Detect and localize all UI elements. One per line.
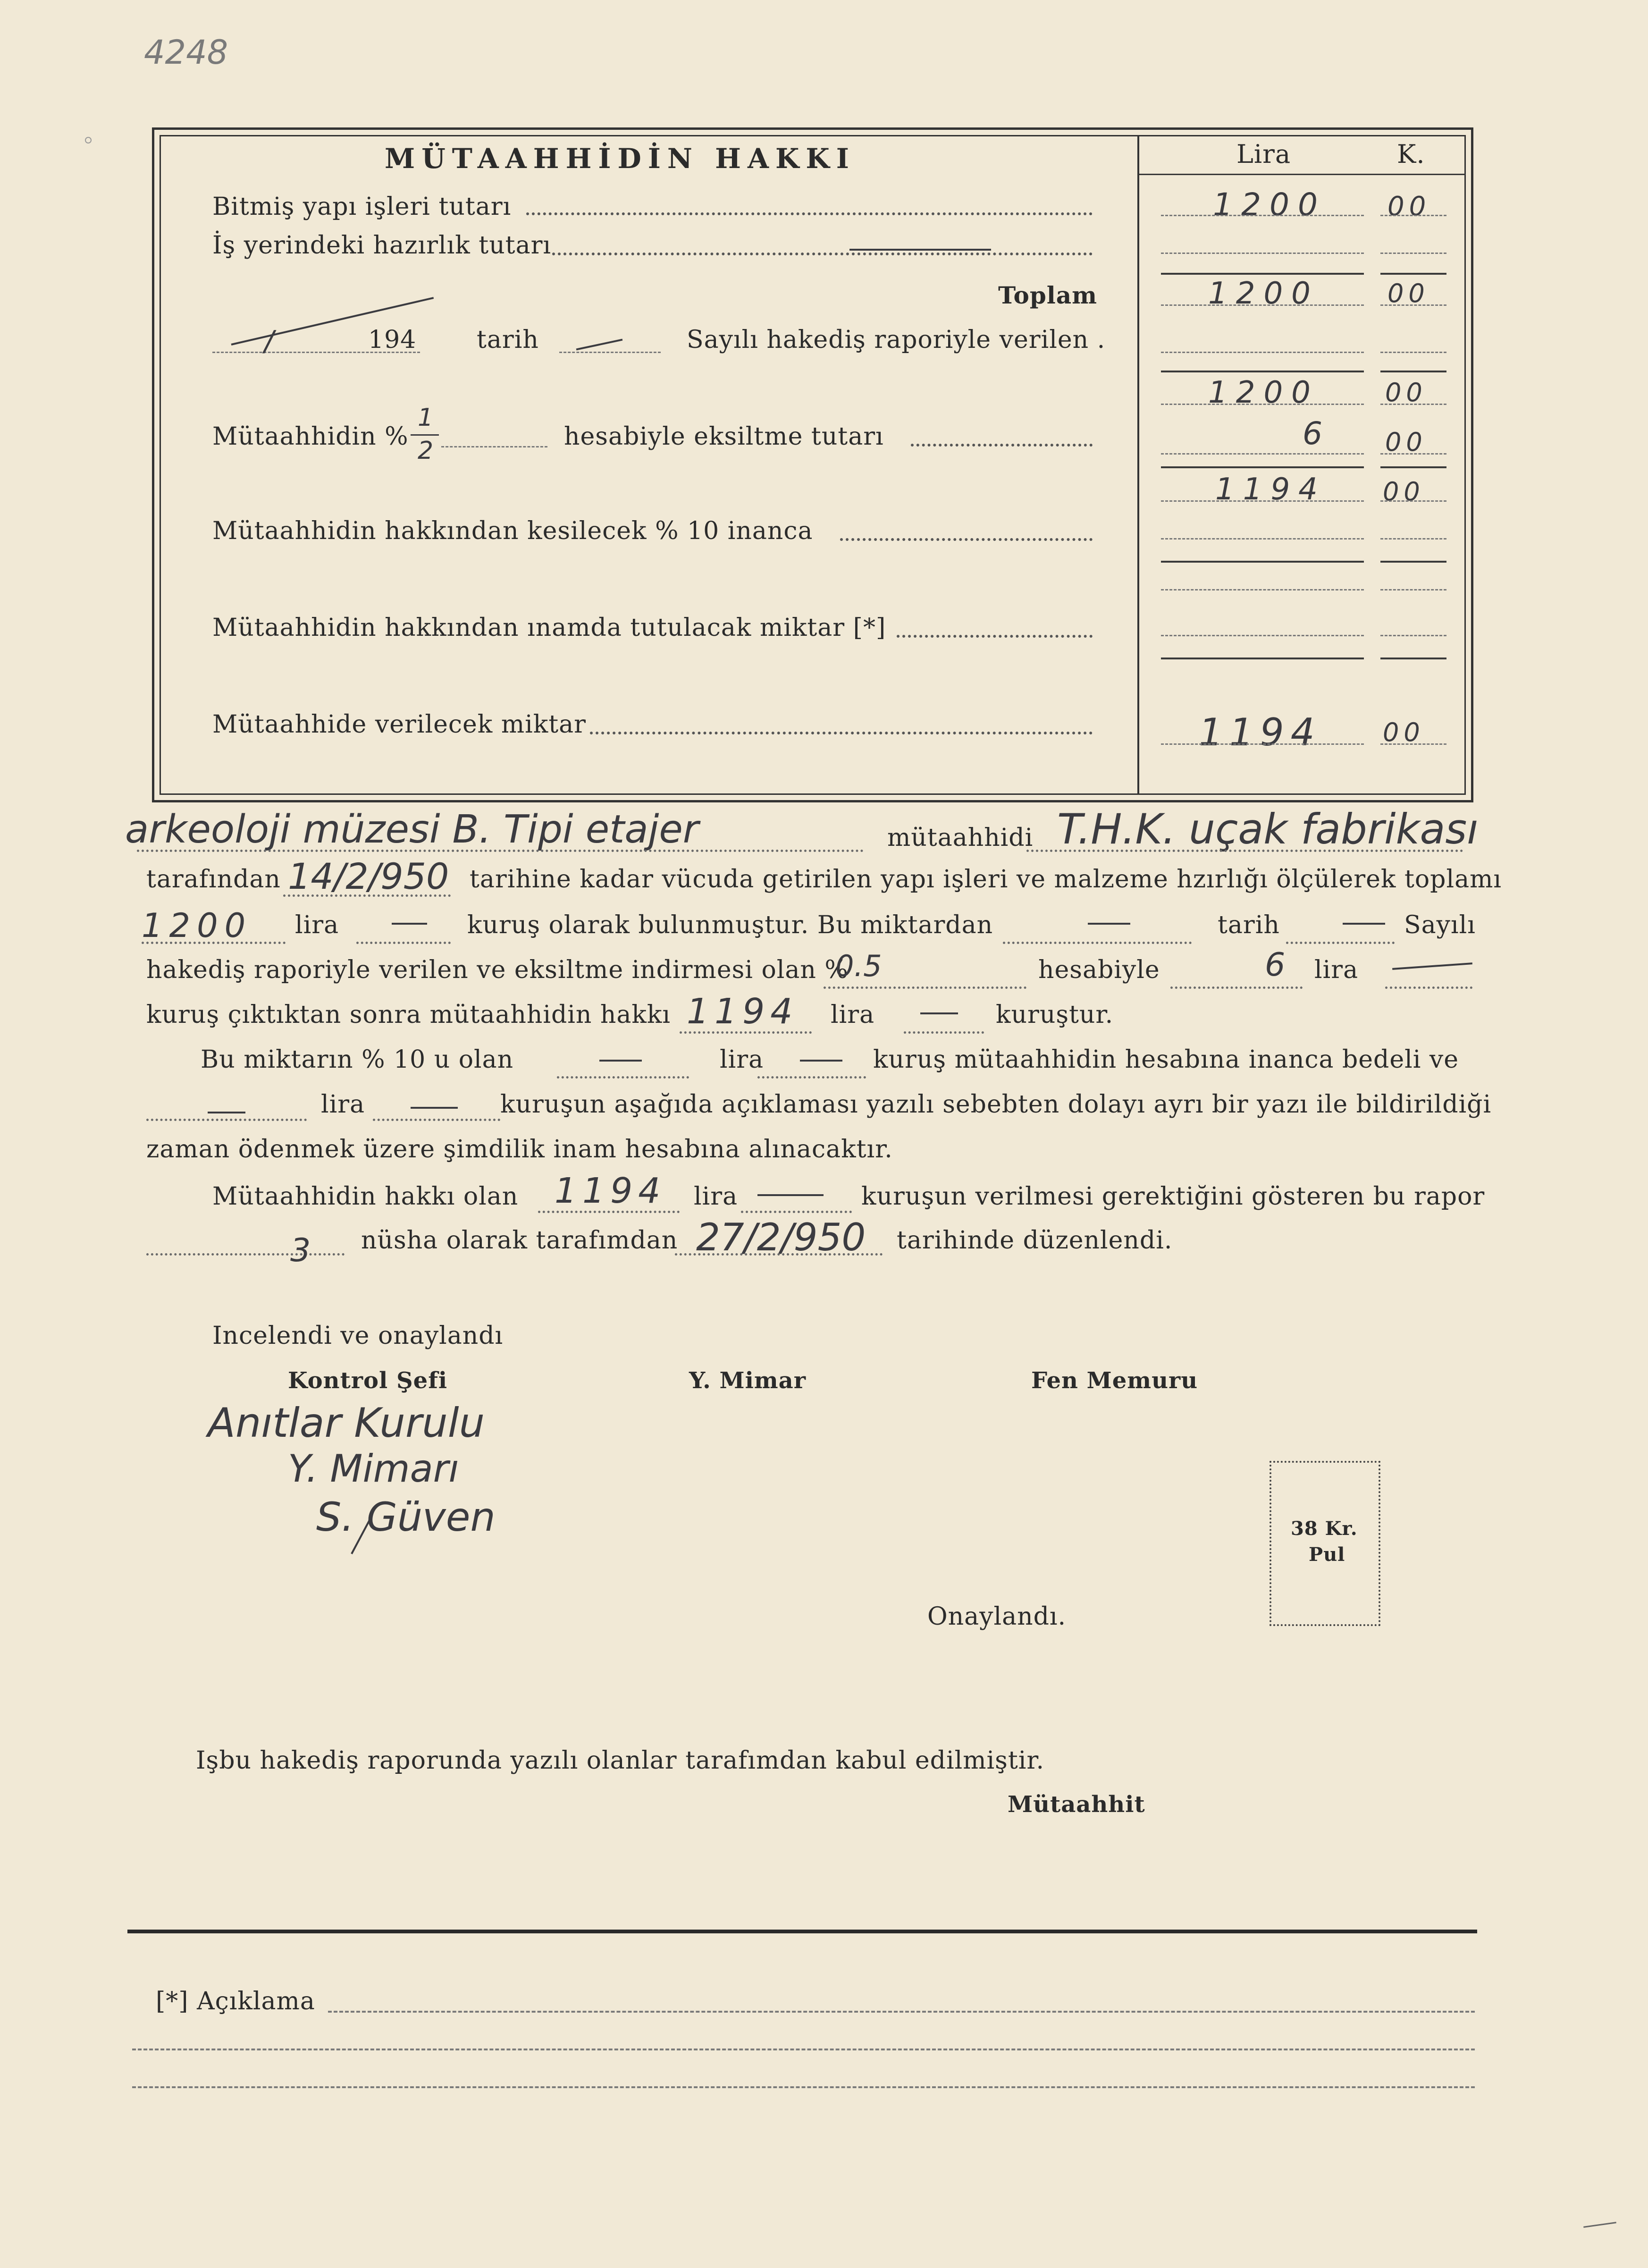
dash-mark: [849, 249, 991, 251]
acceptance-signer: Mütaahhit: [1008, 1791, 1145, 1818]
hw-contractor-name: T.H.K. uçak fabrikası: [1057, 805, 1479, 853]
percent-field-line: [441, 446, 547, 447]
incelendi-text: Incelendi ve onaylandı: [212, 1322, 504, 1350]
field-line: [757, 1076, 866, 1079]
hw-date-2: 27/2/950: [696, 1215, 866, 1259]
field-line: [373, 1119, 500, 1121]
edge-mark: [1583, 2222, 1616, 2228]
row-label-verilecek: Mütaahhide verilecek miktar: [212, 710, 587, 739]
cell-line: [1380, 635, 1446, 636]
row-label-hazirlik: İş yerindeki hazırlık tutarı: [212, 231, 552, 260]
cell-line: [1161, 304, 1364, 306]
dash-mark: [757, 1194, 824, 1196]
line4-hesabiyle: hesabiyle: [1038, 956, 1160, 984]
row-label-bitmis: Bitmiş yapı işleri tutarı: [212, 193, 512, 221]
value-toplam-lira: 1200: [1208, 276, 1319, 311]
leader-dots: [911, 444, 1093, 447]
cell-line: [1380, 589, 1446, 590]
dash-mark: [208, 1112, 245, 1113]
value-eksiltme-k: 00: [1385, 427, 1427, 457]
sum-line: [1380, 658, 1446, 659]
paper-mark: [85, 137, 92, 143]
sum-line: [1380, 561, 1446, 563]
line3-text: kuruş olarak bulunmuştur. Bu miktardan: [467, 911, 993, 939]
dash-mark: [411, 1107, 458, 1109]
field-line: [741, 1211, 852, 1213]
field-line: [675, 1253, 883, 1256]
sum-line: [1380, 466, 1446, 468]
label-mutaahhidi: mütaahhidi: [887, 824, 1034, 852]
eksiltme-percent-num: 1: [418, 404, 434, 432]
leader-dots: [552, 253, 1093, 255]
cell-line: [1161, 538, 1364, 540]
line9-lira: lira: [694, 1182, 738, 1211]
value-kalan-k: 00: [1383, 477, 1425, 506]
dash-mark: [1392, 962, 1472, 970]
leader-dots: [590, 732, 1093, 734]
cell-line: [1380, 743, 1446, 745]
fen-memuru-label: Fen Memuru: [1031, 1367, 1198, 1394]
cell-line: [1161, 500, 1364, 502]
value-bitmis-k: 00: [1387, 191, 1431, 222]
leader-dots: [840, 538, 1093, 541]
line5-kurustur: kuruştur.: [996, 1001, 1114, 1029]
field-line: [824, 986, 1026, 989]
cell-line: [1161, 215, 1364, 216]
field-line: [356, 942, 451, 944]
cell-line: [1161, 635, 1364, 636]
line10-rest: tarihinde düzenlendi.: [897, 1226, 1173, 1255]
hw-work-description: arkeoloji müzesi B. Tipi etajer: [125, 807, 699, 852]
signature-2: Y. Mimarı: [288, 1447, 459, 1491]
body-line-2: tarihine kadar vücuda getirilen yapı işleri ve malzeme hzırlığı ölçülerek toplamı: [470, 865, 1502, 894]
cell-line: [1161, 453, 1364, 455]
value-verilecek-k: 00: [1383, 717, 1425, 747]
hw-1194-b: 1194: [555, 1171, 666, 1211]
line5-lira: lira: [831, 1001, 875, 1029]
stamp-label: Pul: [1309, 1543, 1345, 1566]
onaylandi-text: Onaylandı.: [927, 1602, 1067, 1631]
line7-rest: kuruşun aşağıda açıklaması yazılı sebebten dolayı ayrı bir yazı ile bildirildiği: [500, 1090, 1492, 1119]
line8-text: zaman ödenmek üzere şimdilik inam hesabına alınacaktır.: [146, 1135, 893, 1164]
leader-dots: [526, 212, 1093, 215]
value-bitmis-lira: 1200: [1213, 186, 1326, 223]
value-ara-lira: 1200: [1208, 375, 1319, 410]
label-tarafindan: tarafından: [146, 865, 281, 894]
line4-lira: lira: [1314, 956, 1359, 984]
dash-mark: [1343, 923, 1385, 925]
row-label-inanca: Mütaahhidin hakkından kesilecek % 10 inanca: [212, 517, 813, 545]
cell-line: [1161, 404, 1364, 405]
onceki-label: Sayılı hakediş raporiyle verilen .: [687, 326, 1106, 354]
sum-line: [1161, 273, 1364, 275]
aciklama-line: [132, 2086, 1475, 2088]
field-line: [1003, 942, 1192, 944]
row-label-toplam: Toplam: [998, 281, 1098, 309]
cell-line: [1380, 404, 1446, 405]
line4-text: hakediş raporiyle verilen ve eksiltme indirmesi olan %: [146, 956, 849, 984]
archive-number: 4248: [144, 33, 228, 72]
acceptance-text: Işbu hakediş raporunda yazılı olanlar tarafımdan kabul edilmiştir.: [196, 1746, 1045, 1775]
hw-date-1: 14/2/950: [288, 855, 449, 897]
aciklama-line: [328, 2011, 1475, 2013]
field-line: [538, 1211, 680, 1213]
table-title: MÜTAAHHİDİN HAKKI: [385, 143, 856, 175]
number-field-line: [559, 352, 661, 353]
hw-percent: 0.5: [835, 949, 882, 983]
sum-line: [1161, 466, 1364, 468]
line3-sayili: Sayılı: [1404, 911, 1476, 939]
dash-mark: [800, 1060, 842, 1062]
hw-copies: 3: [290, 1232, 311, 1269]
dash-mark: [1088, 923, 1130, 925]
field-line: [137, 850, 864, 852]
value-eksiltme-lira: 6: [1303, 415, 1322, 452]
dash-mark: [599, 1060, 642, 1062]
sum-line: [1380, 371, 1446, 372]
fraction-bar: [411, 434, 439, 436]
aciklama-line: [132, 2049, 1475, 2050]
hw-six: 6: [1265, 946, 1286, 984]
eksiltme-label-pre: Mütaahhidin %: [212, 422, 409, 451]
sum-line: [1161, 658, 1364, 659]
line6-text: Bu miktarın % 10 u olan: [201, 1045, 514, 1074]
row-label-inam: Mütaahhidin hakkından ınamda tutulacak miktar [*]: [212, 614, 886, 642]
y-mimar-label: Y. Mimar: [689, 1367, 807, 1394]
column-header-lira: Lira: [1236, 139, 1291, 169]
cell-line: [1380, 538, 1446, 540]
field-line: [1286, 942, 1395, 944]
field-line: [146, 1253, 345, 1256]
line6-lira: lira: [720, 1045, 764, 1074]
line3-tarih: tarih: [1218, 911, 1280, 939]
cell-line: [1161, 352, 1364, 353]
field-line: [283, 894, 451, 897]
dash-mark: [392, 923, 427, 925]
cell-line: [1380, 352, 1446, 353]
column-header-k: K.: [1397, 139, 1425, 169]
field-line: [904, 1031, 984, 1034]
line7-lira: lira: [321, 1090, 365, 1119]
field-line: [1170, 986, 1303, 989]
field-line: [142, 942, 286, 944]
aciklama-label: [*] Açıklama: [156, 1987, 315, 2015]
header-underline: [1139, 174, 1466, 175]
cell-line: [1161, 589, 1364, 590]
kontrol-sefi-label: Kontrol Şefi: [288, 1367, 448, 1394]
value-kalan-lira: 1194: [1215, 472, 1326, 507]
line3-lira: lira: [295, 911, 339, 939]
field-line: [557, 1076, 689, 1079]
value-ara-k: 00: [1385, 378, 1427, 407]
footer-rule-top: [127, 1930, 1477, 1933]
line9-text: Mütaahhidin hakkı olan: [212, 1182, 519, 1211]
cell-line: [1161, 253, 1364, 254]
cell-line: [1161, 743, 1364, 745]
signature-1: Anıtlar Kurulu: [208, 1400, 485, 1447]
cell-line: [1380, 453, 1446, 455]
field-line: [680, 1031, 812, 1034]
sum-line: [1380, 273, 1446, 275]
value-toplam-k: 00: [1387, 278, 1429, 308]
hw-total: 1200: [142, 906, 252, 945]
stamp-value: 38 Kr.: [1291, 1518, 1358, 1540]
line6-rest: kuruş mütaahhidin hesabına inanca bedeli ve: [873, 1045, 1459, 1074]
onceki-year: 194: [368, 326, 417, 354]
dash-mark: [920, 1012, 958, 1014]
line5-text: kuruş çıktıktan sonra mütaahhidin hakkı: [146, 1001, 671, 1029]
eksiltme-label-post: hesabiyle eksiltme tutarı: [564, 422, 884, 451]
eksiltme-percent-den: 2: [418, 437, 434, 465]
sum-line: [1161, 371, 1364, 372]
value-verilecek-lira: 1194: [1199, 710, 1321, 754]
cell-line: [1380, 304, 1446, 306]
hw-1194-a: 1194: [687, 991, 799, 1032]
field-line: [146, 1119, 307, 1121]
slash-mark: /: [264, 325, 274, 358]
onceki-tarih: tarih: [477, 326, 539, 354]
line9-rest: kuruşun verilmesi gerektiğini gösteren bu rapor: [861, 1182, 1485, 1211]
sum-line: [1161, 561, 1364, 563]
cell-line: [1380, 215, 1446, 216]
line10-text: nüsha olarak tarafımdan: [361, 1226, 678, 1255]
column-divider: [1137, 135, 1139, 795]
field-line: [1385, 986, 1472, 989]
cell-line: [1380, 253, 1446, 254]
cell-line: [1380, 500, 1446, 502]
signature-3: S. Güven: [316, 1494, 496, 1540]
field-line: [1026, 850, 1463, 852]
leader-dots: [897, 635, 1093, 638]
